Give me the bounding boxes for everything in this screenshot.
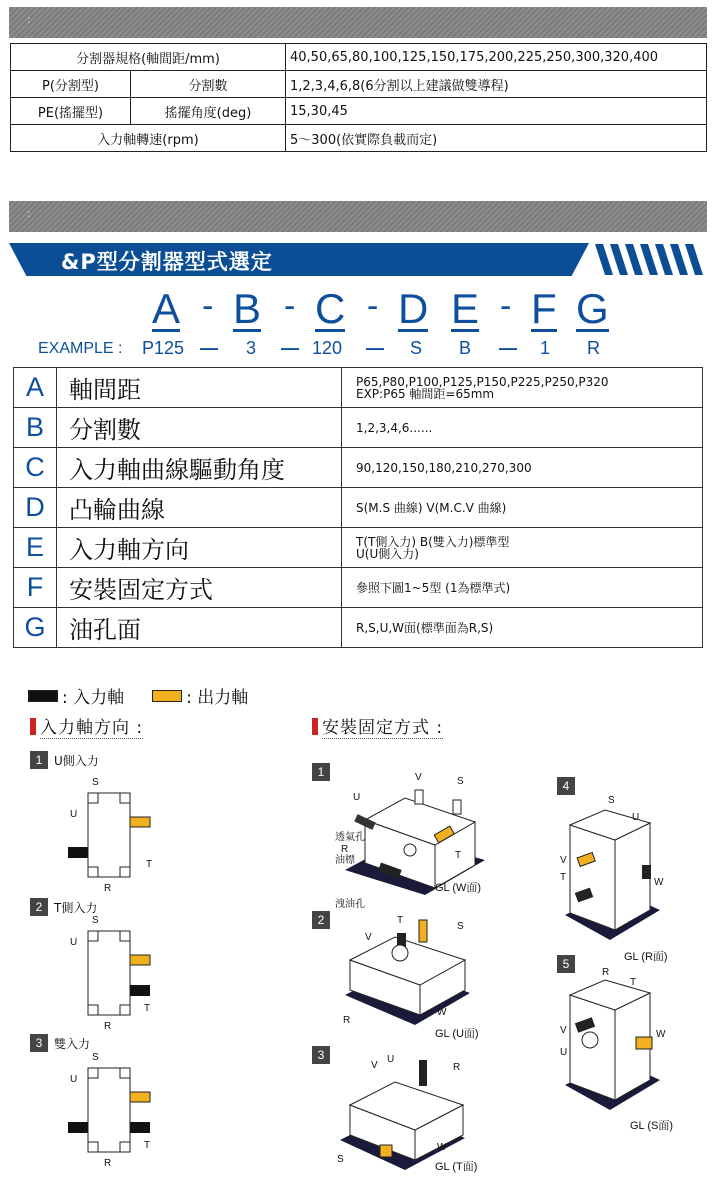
direction-diagram-double [60, 1050, 160, 1170]
item-label: T側入力 [54, 900, 98, 915]
code-letter-e: E [451, 285, 480, 332]
row-value: 1,2,3,4,6...... [342, 408, 703, 448]
svg-text:T: T [630, 977, 637, 988]
row-letter: B [14, 408, 57, 448]
mount-diagram-2 [335, 915, 485, 1035]
item-number: 5 [557, 955, 575, 973]
row-value-line: P65,P80,P100,P125,P150,P225,P250,P320 [356, 374, 609, 389]
svg-text:W: W [656, 1029, 666, 1040]
svg-text:T: T [560, 872, 567, 883]
section-title: 安裝固定方式 : [322, 713, 443, 739]
example-dash: — [499, 338, 517, 358]
row-value: S(M.S 曲線) V(M.C.V 曲線) [342, 488, 703, 528]
mounting-item [312, 911, 336, 929]
svg-text:U: U [632, 812, 640, 823]
direction-diagram-u [60, 775, 160, 895]
svg-text:R: R [453, 1062, 461, 1073]
side-label-s: S [92, 777, 99, 788]
spec-label: P(分割型) [11, 71, 131, 98]
svg-text:V: V [371, 1060, 378, 1071]
example-value: 120 [312, 338, 343, 358]
spec-label: 搖擺角度(deg) [131, 98, 286, 125]
table-row [14, 528, 703, 568]
row-letter: D [14, 488, 57, 528]
side-label-u: U [70, 809, 78, 820]
svg-text:V: V [560, 855, 567, 866]
example-value: P125 [142, 338, 185, 358]
row-value-line: EXP:P65 軸間距=65mm [356, 386, 495, 401]
example-dash: — [366, 338, 384, 358]
mount-diagram-5 [560, 965, 670, 1115]
selection-table [13, 367, 703, 648]
slashes-decoration [595, 244, 705, 277]
svg-text:T: T [455, 850, 462, 861]
mounting-item [312, 763, 336, 781]
row-letter: G [14, 608, 57, 648]
svg-text:W: W [437, 1007, 447, 1018]
svg-text:R: R [341, 844, 349, 855]
mount-caption: GL (U面) [435, 1028, 479, 1040]
section-title: 入力軸方向 : [40, 713, 143, 739]
example-value: 1 [540, 338, 551, 358]
item-number: 1 [312, 763, 330, 781]
row-value: 參照下圖1~5型 (1為標準式) [342, 568, 703, 608]
svg-text:U: U [560, 1047, 568, 1058]
table-row [11, 125, 707, 152]
svg-text:S: S [337, 1154, 344, 1165]
side-label-s: S [92, 1052, 99, 1063]
vent-label: 透氣孔 [335, 832, 365, 843]
svg-text:R: R [343, 1015, 351, 1026]
table-row [14, 408, 703, 448]
output-shaft-swatch [152, 690, 182, 702]
legend-output-label: : 出力軸 [186, 688, 249, 708]
input-direction-title [30, 713, 143, 739]
code-dash: - [202, 287, 214, 325]
example-value: B [459, 338, 472, 358]
mount-caption: GL (W面) [435, 882, 482, 894]
row-name: 油孔面 [57, 608, 342, 648]
code-letter-d: D [398, 285, 429, 332]
mount-diagram-4 [560, 795, 670, 945]
example-value: S [410, 338, 423, 358]
svg-text:S: S [608, 795, 615, 806]
row-letter: A [14, 368, 57, 408]
table-row [14, 608, 703, 648]
mounting-title [312, 713, 443, 739]
spec-value: 15,30,45 [286, 98, 707, 125]
item-number: 3 [312, 1046, 330, 1064]
row-letter: E [14, 528, 57, 568]
item-number: 3 [30, 1034, 48, 1052]
spec-value: 1,2,3,4,6,8(6分割以上建議做雙導程) [286, 71, 707, 98]
side-label-t: T [144, 1140, 151, 1151]
example-label: EXAMPLE : [38, 340, 123, 357]
mount-caption: GL (S面) [630, 1120, 673, 1132]
legend-input-label: : 入力軸 [62, 688, 125, 708]
mounting-item [312, 1046, 336, 1064]
row-value: 90,120,150,180,210,270,300 [342, 448, 703, 488]
example-dash: — [200, 338, 218, 358]
example-dash: — [281, 338, 299, 358]
row-value-line: U(U側入力) [356, 546, 419, 561]
code-letter-a: A [152, 285, 181, 332]
side-label-u: U [70, 1074, 78, 1085]
side-label-r: R [104, 1021, 112, 1032]
model-title-bar [9, 243, 707, 276]
side-label-t: T [146, 859, 153, 870]
svg-text:S: S [457, 776, 464, 787]
spec-header-bar: : [9, 7, 707, 38]
code-letter-c: C [315, 285, 346, 332]
input-shaft-swatch [28, 690, 58, 702]
model-header-bar: : [9, 201, 707, 232]
svg-text:U: U [353, 792, 361, 803]
row-letter: C [14, 448, 57, 488]
row-value: R,S,U,W面(標準面為R,S) [342, 608, 703, 648]
svg-text:W: W [437, 1142, 447, 1153]
row-name: 入力軸方向 [57, 528, 342, 568]
spec-label: 分割數 [131, 71, 286, 98]
code-dash: - [367, 287, 379, 325]
code-dash: - [500, 287, 512, 325]
table-row [11, 71, 707, 98]
spec-label: 分割器規格(軸間距/mm) [11, 44, 286, 71]
item-number: 1 [30, 751, 48, 769]
side-label-t: T [144, 1003, 151, 1014]
table-row [14, 368, 703, 408]
mounting-item [557, 777, 581, 795]
legend [28, 683, 248, 708]
row-name: 軸間距 [57, 368, 342, 408]
svg-text:W: W [654, 877, 664, 888]
example-value: R [587, 338, 600, 358]
item-number: 2 [30, 898, 48, 916]
code-letter-g: G [576, 285, 609, 332]
table-row [14, 448, 703, 488]
svg-text:T: T [397, 915, 404, 926]
row-name: 入力軸曲線驅動角度 [57, 448, 342, 488]
direction-diagram-t [60, 913, 160, 1033]
spec-table [10, 43, 707, 152]
row-name: 凸輪曲線 [57, 488, 342, 528]
row-value [342, 368, 703, 408]
side-label-s: S [92, 915, 99, 926]
side-label-u: U [70, 937, 78, 948]
row-value-line: T(T側入力) B(雙入力)標準型 [356, 534, 510, 549]
spec-label: PE(搖擺型) [11, 98, 131, 125]
row-letter: F [14, 568, 57, 608]
table-row [11, 44, 707, 71]
item-label: 雙入力 [54, 1036, 91, 1051]
svg-text:V: V [365, 932, 372, 943]
spec-value: 40,50,65,80,100,125,150,175,200,225,250,300,320,400 [286, 44, 707, 71]
svg-text:V: V [415, 772, 422, 783]
svg-text:V: V [560, 1025, 567, 1036]
table-row [14, 568, 703, 608]
svg-text:R: R [602, 967, 610, 978]
item-label: U側入力 [54, 753, 99, 768]
spec-label: 入力軸轉速(rpm) [11, 125, 286, 152]
table-row [14, 488, 703, 528]
spec-value: 5～300(依實際負載而定) [286, 125, 707, 152]
svg-text:S: S [457, 921, 464, 932]
row-value [342, 528, 703, 568]
item-number: 4 [557, 777, 575, 795]
code-letter-f: F [531, 285, 557, 332]
svg-text:U: U [387, 1054, 395, 1065]
oil-gauge-label: 油標 [335, 855, 355, 866]
mount-caption: GL (T面) [435, 1161, 478, 1173]
mount-diagram-3 [335, 1050, 485, 1170]
mount-caption: GL (R面) [624, 951, 668, 963]
row-name: 分割數 [57, 408, 342, 448]
page-title: &P型分割器型式選定 [61, 250, 273, 274]
example-value: 3 [246, 338, 257, 358]
direction-item [30, 751, 99, 769]
drain-label: 洩油孔 [335, 899, 365, 910]
table-row [11, 98, 707, 125]
code-letter-b: B [233, 285, 262, 332]
row-name: 安裝固定方式 [57, 568, 342, 608]
item-number: 2 [312, 911, 330, 929]
code-dash: - [284, 287, 296, 325]
side-label-r: R [104, 1158, 112, 1169]
side-label-r: R [104, 883, 112, 894]
